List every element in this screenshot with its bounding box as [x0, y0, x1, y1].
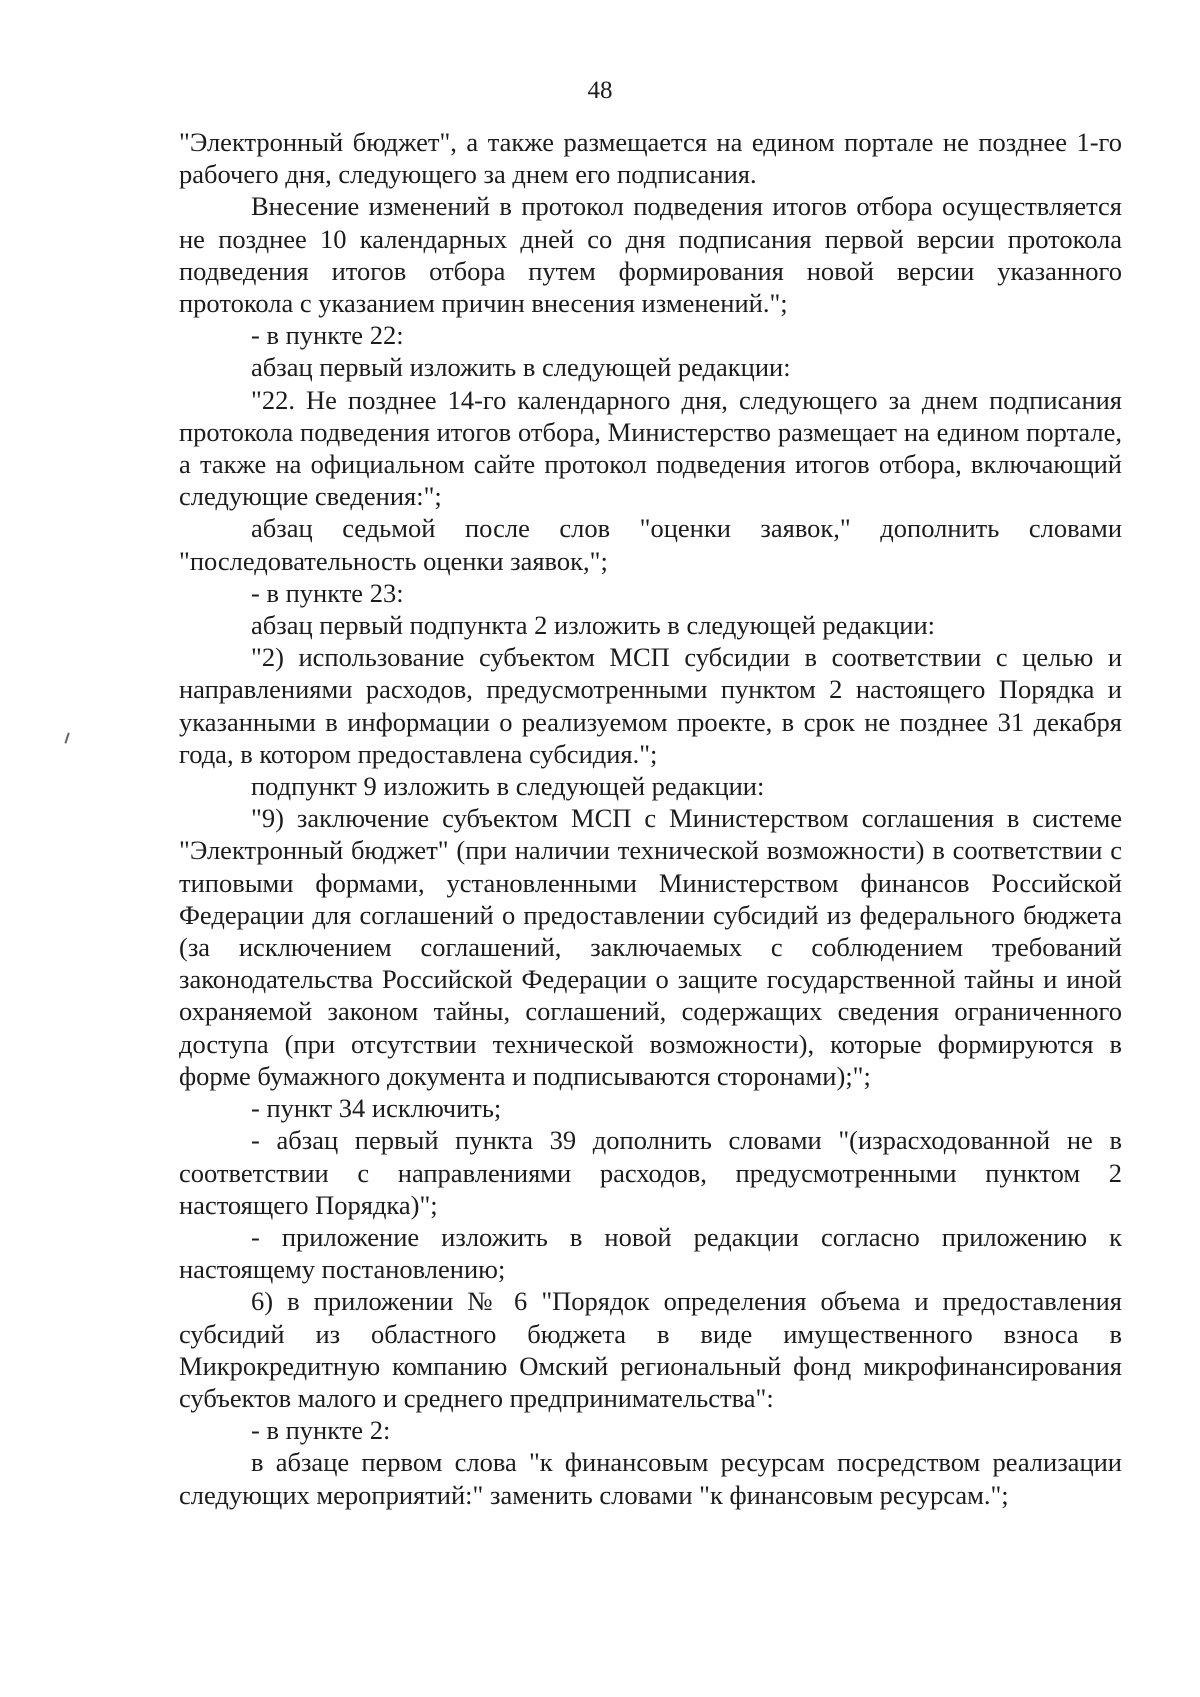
page-number: 48 [587, 77, 613, 104]
paragraph: "2) использование субъектом МСП субсидии в соответствии с целью и направлениями расходов, предусмотренными пунктом 2 настоящего Порядка и указанными в информации о реализуемом проекте, в срок не позднее 31 декабря года, в котором предоставлена субсидия."; [179, 642, 1122, 769]
paragraph: - в пункте 22: [251, 320, 404, 351]
paragraph: - абзац первый пункта 39 дополнить словами "(израсходованной не в соответствии с направлениями расходов, предусмотренными пунктом 2 настоящего Порядка)"; [179, 1125, 1122, 1220]
paragraph: абзац седьмой после слов "оценки заявок," дополнить словами "последовательность оценки заявок,"; [179, 513, 1122, 576]
paragraph: "9) заключение субъектом МСП с Министерством соглашения в системе "Электронный бюджет" (при наличии технической возможности) в соответствии с типовыми формами, установленными Министерством финансов Российской Федерации для соглашений о предоставлении субсидий из федерального бюджета (за исключением соглашений, заключаемых с соблюдением требований законодательства Российской Федерации о защите государственной тайны и иной охраняемой законом тайны, соглашений, содержащих сведения ограниченного доступа (при отсутствии технической возможности), которые формируются в форме бумажного документа и подписываются сторонами);"; [179, 803, 1122, 1091]
paragraph: - в пункте 23: [251, 577, 404, 608]
paragraph: абзац первый изложить в следующей редакции: [251, 352, 791, 383]
paragraph: Внесение изменений в протокол подведения итогов отбора осуществляется не позднее 10 календарных дней со дня подписания первой версии протокола подведения итогов отбора путем формирования новой версии указанного протокола с указанием причин внесения изменений."; [179, 191, 1122, 319]
paragraph: в абзаце первом слова "к финансовым ресурсам посредством реализации следующих мероприятий:" заменить словами "к финансовым ресурсам."; [179, 1447, 1122, 1510]
paragraph: - приложение изложить в новой редакции согласно приложению к настоящему постановлению; [179, 1221, 1122, 1285]
paragraph: абзац первый подпункта 2 изложить в следующей редакции: [251, 610, 936, 641]
margin-mark [64, 732, 72, 744]
paragraph: "Электронный бюджет", а также размещается на едином портале не позднее 1-го рабочего дня, следующего за днем его подписания. [179, 127, 1122, 190]
paragraph: - в пункте 2: [251, 1415, 391, 1446]
paragraph: "22. Не позднее 14-го календарного дня, следующего за днем подписания протокола подведения итогов отбора, Министерство размещает на едином портале, а также на официальном сайте протокол подведения итогов отбора, включающий следующие сведения:"; [179, 384, 1122, 512]
paragraph: 6) в приложении № 6 "Порядок определения объема и предоставления субсидий из областного бюджета в виде имущественного взноса в Микрокредитную компанию Омский региональный фонд микрофинансирования субъектов малого и среднего предпринимательства": [179, 1286, 1122, 1413]
paragraph: - пункт 34 исключить; [251, 1093, 502, 1124]
paragraph: подпункт 9 изложить в следующей редакции: [251, 771, 765, 802]
document-body [179, 126, 1122, 1511]
